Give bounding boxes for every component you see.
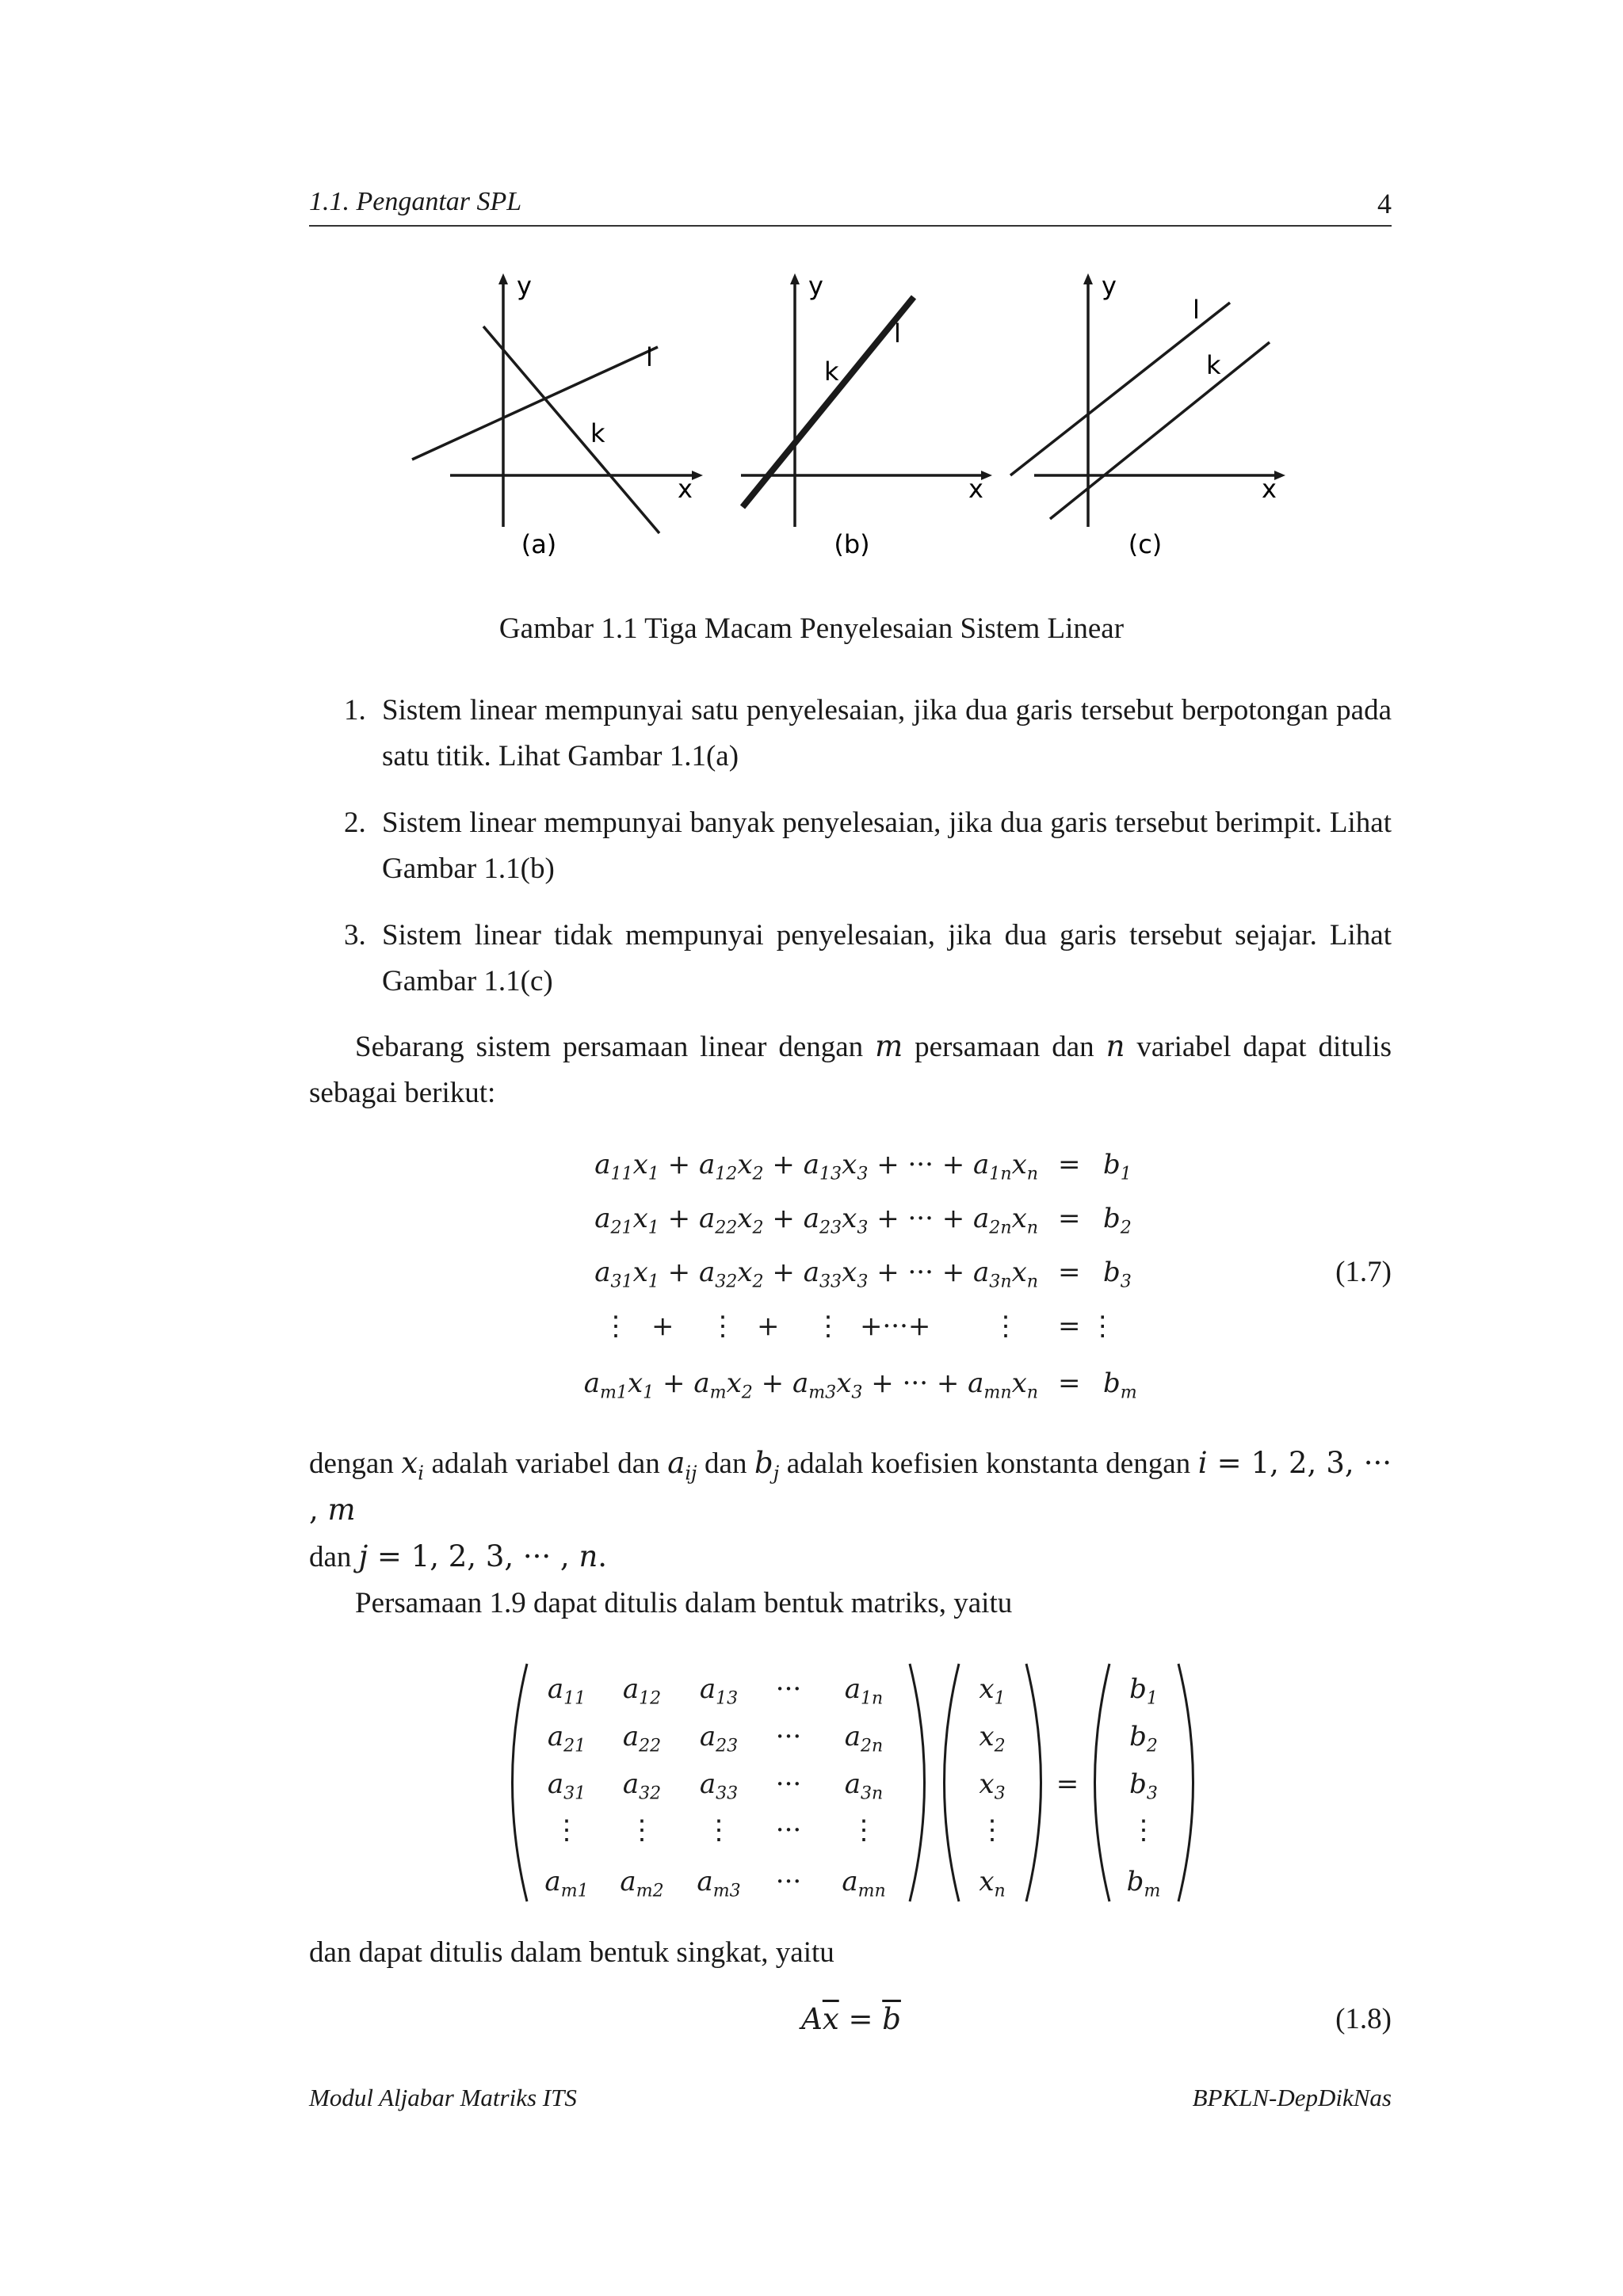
x-label-c: x <box>1262 474 1277 504</box>
footer-left: Modul Aljabar Matriks ITS <box>309 2084 577 2111</box>
k-label-b: k <box>824 357 839 387</box>
list-item <box>309 800 1392 892</box>
equation-number: (1.8) <box>1335 2003 1392 2035</box>
list-number: 2. <box>344 807 366 839</box>
panel-label-a: (a) <box>521 529 557 559</box>
equation-number: (1.7) <box>1335 1256 1392 1288</box>
equation-rhs: $b_3$ <box>1103 1257 1132 1292</box>
running-header: 1.1. Pengantar SPL <box>309 187 522 216</box>
page-number: 4 <box>1377 188 1392 219</box>
panel-b <box>741 271 987 559</box>
equals-sign: = <box>1058 1257 1081 1288</box>
x-label-b: x <box>968 474 983 504</box>
paragraph-intro: Sebarang sistem persamaan linear dengan m persamaan dan n variabel dapat ditulis sebagai berikut: <box>309 1029 1392 1109</box>
line-k-c <box>1050 342 1270 519</box>
paragraph-short-form-intro: dan dapat ditulis dalam bentuk singkat, yaitu <box>309 1936 834 1969</box>
paragraph-matrix-intro: Persamaan 1.9 dapat ditulis dalam bentuk matriks, yaitu <box>355 1587 1013 1619</box>
paragraph-definitions: dengan $x_i$ adalah variabel dan $a_{ij}$ dan $b_j$ adalah koefisien konstanta dengan i = 1, 2, 3, ··· , m dan j = 1, 2, 3, ··· , n. <box>309 1446 1392 1573</box>
panel-label-c: (c) <box>1128 529 1163 559</box>
equation-ax-equals-b: $A\overline{x} = \overline{b}$ <box>801 2002 901 2036</box>
equation-system <box>0 1141 1623 1426</box>
l-label-a: l <box>646 342 653 372</box>
equation-row: $a_{m1}x_1 + a_mx_2 + a_{m3}x_3$ + ··· + $a_{mn}x_n$ <box>583 1367 1038 1403</box>
figure-three-solution-types <box>0 0 1623 602</box>
equation-rhs: $b_2$ <box>1103 1203 1132 1238</box>
k-label-a: k <box>590 418 605 448</box>
figure-caption: Gambar 1.1 Tiga Macam Penyelesaian Sistem Linear <box>498 612 1125 645</box>
list-text: Sistem linear tidak mempunyai penyelesaian, jika dua garis tersebut sejajar. Lihat Gambar 1.1(c) <box>382 919 1392 997</box>
list-text: Sistem linear mempunyai banyak penyelesaian, jika dua garis tersebut berimpit. Lihat Gambar 1.1(b) <box>382 807 1392 885</box>
equals-sign: = ⋮ <box>1058 1310 1117 1342</box>
footer-right: BPKLN-DepDikNas <box>1192 2084 1392 2111</box>
equation-row-dots: ⋮ + ⋮ + ⋮ +···+ ⋮ <box>602 1310 1019 1342</box>
list-item <box>309 913 1392 1005</box>
list-text: Sistem linear mempunyai satu penyelesaian, jika dua garis tersebut berpotongan pada satu titik. Lihat Gambar 1.1(a) <box>382 694 1392 772</box>
equals-sign: = <box>1058 1203 1081 1234</box>
equation-rhs: $b_m$ <box>1103 1367 1137 1403</box>
panel-label-b: (b) <box>834 529 870 559</box>
list-number: 3. <box>344 919 366 952</box>
k-label-c: k <box>1206 350 1221 380</box>
y-label-c: y <box>1102 271 1117 301</box>
panel-a <box>412 271 697 559</box>
panel-c <box>1010 271 1280 559</box>
line-l-c <box>1010 303 1230 475</box>
equation-rhs: $b_1$ <box>1103 1149 1132 1184</box>
equals-sign: = <box>1058 1149 1081 1180</box>
short-form-equation <box>0 1997 1623 2044</box>
list-number: 1. <box>344 694 366 727</box>
y-label-b: y <box>808 271 823 301</box>
x-label-a: x <box>678 474 693 504</box>
equation-row: $a_{31}x_1 + a_{32}x_2 + a_{33}x_3$ + ··· + $a_{3n}x_n$ <box>594 1257 1038 1292</box>
l-label-c: l <box>1193 295 1200 325</box>
matrix-equation: $a_{11}$ $a_{12}$ $a_{13}$ ··· $a_{1n}$ $a_{21}$ $a_{22}$ $a_{23}$ ··· $a_{2n}$ $a_{31}$ $a_{32}$ $a_{33}$ ··· $a_{3n}$ ⋮ ⋮ ⋮ ··· ⋮ $a_{m1}$ $a_{m2}$ $a_{m3}$ ··· $a_{mn}$ $x_1$ $x_2$ $x_3$ ⋮ $x_n$ = $b_1$ $b_2$ $b_3$ ⋮ $b_m$ <box>0 1656 1623 1909</box>
y-label-a: y <box>517 271 532 301</box>
equation-row: $a_{11}x_1 + a_{12}x_2 + a_{13}x_3$ + ··· + $a_{1n}x_n$ <box>594 1149 1038 1184</box>
equals-sign: = <box>1058 1367 1081 1399</box>
l-label-b: l <box>894 318 901 349</box>
equation-row: $a_{21}x_1 + a_{22}x_2 + a_{23}x_3$ + ··· + $a_{2n}x_n$ <box>594 1203 1038 1238</box>
line-l-a <box>412 347 658 460</box>
list-item <box>309 688 1392 780</box>
